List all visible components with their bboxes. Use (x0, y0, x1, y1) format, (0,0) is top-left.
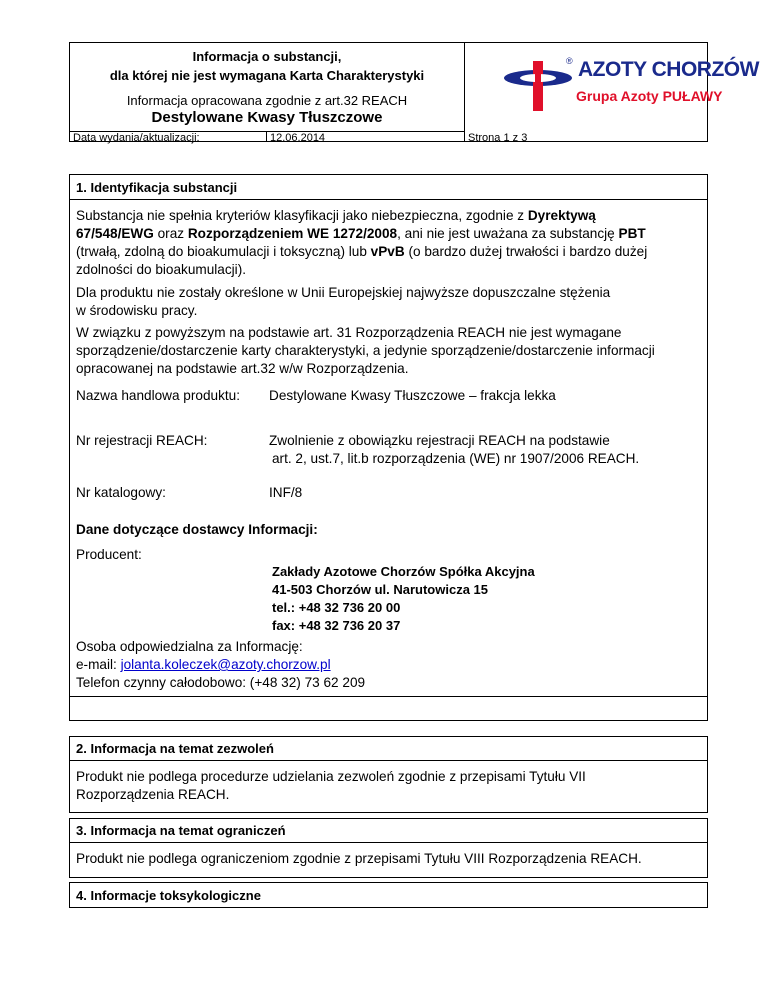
product-title: Destylowane Kwasy Tłuszczowe (151, 109, 383, 126)
contact-label: Osoba odpowiedzialna za Informację: (76, 639, 303, 654)
trade-name-label: Nazwa handlowa produktu: (76, 388, 240, 403)
s1-p2-line1: Dla produktu nie zostały określone w Unii Europejskiej najwyższe dopuszczalne stężenia (76, 285, 611, 300)
header-date-divider-2 (464, 131, 465, 142)
s3-line1: Produkt nie podlega ograniczeniom zgodnie z przepisami Tytułu VIII Rozporządzenia REACH. (76, 851, 642, 866)
logo-registered: ® (566, 56, 573, 66)
header-date-divider-1 (266, 131, 267, 142)
producer-fax: fax: +48 32 736 20 37 (272, 618, 401, 633)
s1-bold: Dyrektywą (527, 208, 596, 223)
date-value: 12.06.2014 (270, 132, 326, 144)
s1-bold: PBT (618, 226, 646, 241)
catalog-value: INF/8 (269, 485, 303, 500)
s1-bold: 67/548/EWG (76, 226, 154, 241)
reach-reg-label: Nr rejestracji REACH: (76, 433, 208, 448)
s1-p1-line3 (76, 243, 647, 261)
date-label: Data wydania/aktualizacji: (73, 132, 200, 144)
producer-address: 41-503 Chorzów ul. Narutowicza 15 (272, 582, 489, 597)
s1-bold: Rozporządzeniem WE 1272/2008 (187, 226, 398, 241)
s1-p1-line4: zdolności do bioakumulacji). (76, 262, 247, 277)
s1-p3-line1: W związku z powyższym na podstawie art. 31 Rozporządzenia REACH nie jest wymagane (76, 325, 622, 340)
section4-heading: 4. Informacje toksykologiczne (76, 888, 261, 903)
producer-tel: tel.: +48 32 736 20 00 (272, 600, 401, 615)
doc-title-line2: dla której nie jest wymagana Karta Charakterystyki (109, 68, 425, 83)
page-number: Strona 1 z 3 (468, 132, 528, 144)
section1-empty-row (69, 696, 708, 721)
supplier-heading: Dane dotyczące dostawcy Informacji: (76, 522, 318, 537)
contact-email-line (76, 656, 331, 674)
logo-text: AZOTY CHORZÓW (578, 58, 759, 81)
s1-text: , ani nie jest uważana za substancję (397, 226, 619, 241)
contact-phone: Telefon czynny całodobowo: (+48 32) 73 62 209 (76, 675, 366, 690)
reach-reg-value-line2: art. 2, ust.7, lit.b rozporządzenia (WE) nr 1907/2006 REACH. (272, 451, 640, 466)
email-link[interactable]: jolanta.koleczek@azoty.chorzow.pl (120, 657, 331, 672)
s1-p1-line2 (76, 225, 646, 243)
producer-label: Producent: (76, 547, 142, 562)
s1-p2-line2: w środowisku pracy. (76, 303, 198, 318)
s2-line1: Produkt nie podlega procedurze udzielania zezwoleń zgodnie z przepisami Tytułu VII (76, 769, 586, 784)
s1-text: (trwałą, zdolną do bioakumulacji i toksyczną) lub (76, 244, 371, 259)
section3-heading: 3. Informacja na temat ograniczeń (76, 823, 286, 838)
s1-text: Substancja nie spełnia kryteriów klasyfikacji jako niebezpieczna, zgodnie z (76, 208, 528, 223)
s1-p1-line1 (76, 207, 596, 225)
reach-reg-value-line1: Zwolnienie z obowiązku rejestracji REACH na podstawie (269, 433, 610, 448)
s1-bold: vPvB (370, 244, 405, 259)
section1-heading: 1. Identyfikacja substancji (76, 180, 238, 195)
s1-p3-line2: sporządzenie/dostarczenie karty charakterystyki, a jedynie sporządzenie/dostarczenie informacji (76, 343, 655, 358)
trade-name-value: Destylowane Kwasy Tłuszczowe – frakcja lekka (269, 388, 556, 403)
doc-title-line1: Informacja o substancji, (192, 49, 342, 64)
s1-text: oraz (153, 226, 188, 241)
s1-p3-line3: opracowanej na podstawie art.32 w/w Rozporządzenia. (76, 361, 409, 376)
logo-subtext: Grupa Azoty PUŁAWY (576, 88, 723, 104)
section2-heading: 2. Informacja na temat zezwoleń (76, 741, 274, 756)
company-logo (500, 56, 759, 116)
doc-subtitle: Informacja opracowana zgodnie z art.32 REACH (126, 93, 408, 108)
s1-text: (o bardzo dużej trwałości i bardzo dużej (404, 244, 648, 259)
catalog-label: Nr katalogowy: (76, 485, 166, 500)
email-label: e-mail: (76, 657, 121, 672)
producer-name: Zakłady Azotowe Chorzów Spółka Akcyjna (272, 564, 535, 579)
s2-line2: Rozporządzenia REACH. (76, 787, 230, 802)
